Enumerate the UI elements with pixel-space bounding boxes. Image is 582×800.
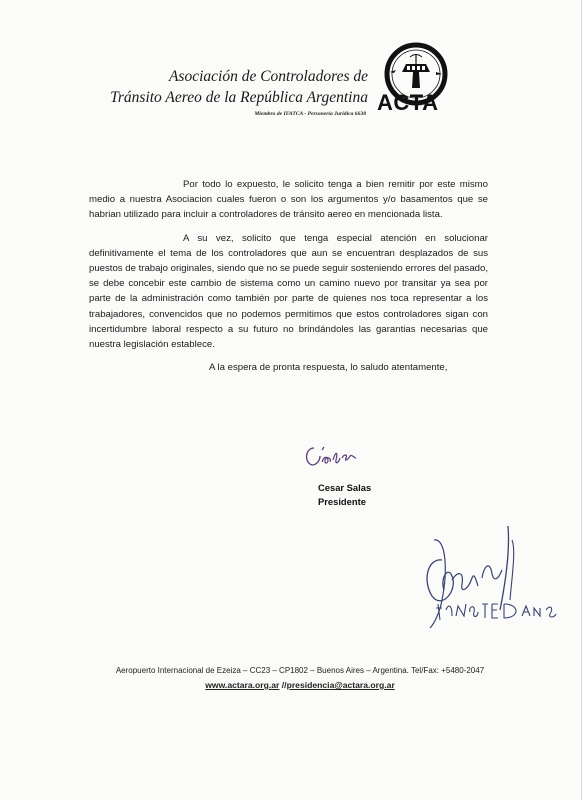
- letterhead-title: [110, 66, 368, 108]
- footer-website-link[interactable]: www.actara.org.ar: [205, 680, 280, 690]
- footer-contacts: [18, 680, 582, 690]
- signer-block: [318, 481, 371, 509]
- letter-footer: [0, 666, 582, 690]
- letterhead-title-line2: Tránsito Aereo de la República Argentina: [110, 89, 368, 106]
- signer-role: Presidente: [318, 496, 366, 507]
- body-paragraph-1: Por todo lo expuesto, le solicito tenga a bien remitir por este mismo medio a nuestra Asociacion cuales fueron o son los argumentos y/o basamentos que se habrian utilizado para incluir a controladores de tránsito aereo en mencionada lista.: [89, 179, 488, 221]
- letter-body: [89, 177, 488, 383]
- president-signature: [300, 438, 364, 472]
- logo-wordmark: ACTA: [377, 90, 439, 115]
- footer-address: Aeropuerto Internacional de Ezeiza – CC23 – CP1802 – Buenos Aires – Argentina. Tel/Fax: +5480-2047: [115, 666, 485, 675]
- closing-line: A la espera de pronta respuesta, lo saludo atentamente,: [209, 362, 448, 374]
- letterhead-subtitle: Miembro de IFATCA - Personería Jurídica 6638: [254, 111, 366, 117]
- footer-separator: //: [279, 680, 287, 690]
- letterhead-title-line1: Asociación de Controladores de: [168, 68, 368, 85]
- secondary-signature: [412, 520, 572, 630]
- signer-name: Cesar Salas: [318, 482, 372, 493]
- body-paragraph-2: A su vez, solicito que tenga especial atención en solucionar definitivamente el tema de los controladores que aun se encuentran desplazados de sus puestos de trabajo originales, siendo que no se puede seguir sosteniendo errores del pasado, se debe concebir este cambio de sistema como un camino nuevo por transitar ya sea por parte de la administración como también por parte de quienes nos toca representar a los trabajadores, convencidos que no podemos permitimos que estos controladores sigan con incertidumbre laboral respecto a su futuro no brindándoles las garantias necesarias que nuestra legislación establece.: [89, 232, 488, 351]
- footer-email-link[interactable]: presidencia@actara.org.ar: [286, 680, 395, 690]
